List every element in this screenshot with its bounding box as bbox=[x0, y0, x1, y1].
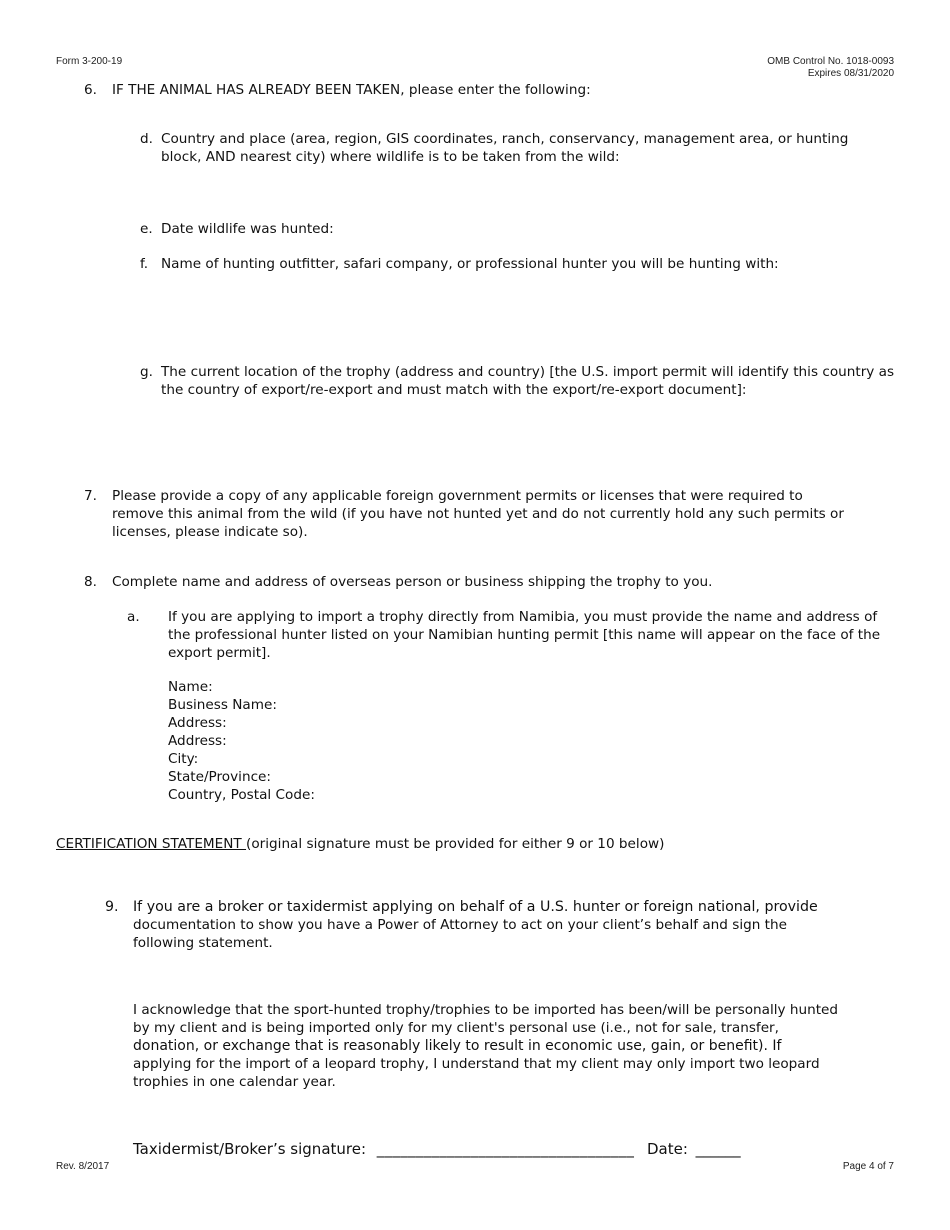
q6g-letter: g. bbox=[140, 364, 153, 380]
ack-line3: donation, or exchange that is reasonably likely to result in economic use, gain, or benefit). If bbox=[133, 1038, 782, 1054]
field-address-2: Address: bbox=[168, 733, 227, 749]
q7-line2: remove this animal from the wild (if you have not hunted yet and do not currently hold any such permits or bbox=[112, 506, 844, 522]
omb-info bbox=[767, 56, 894, 80]
q6f-letter: f. bbox=[140, 256, 149, 272]
acknowledgement-statement bbox=[133, 1001, 838, 1091]
q6f-text: Name of hunting outfitter, safari company, or professional hunter you will be hunting with: bbox=[161, 256, 779, 272]
field-city: City: bbox=[168, 751, 199, 767]
omb-control-number: OMB Control No. 1018-0093 bbox=[767, 56, 894, 67]
q9-number: 9. bbox=[105, 899, 119, 915]
q7-line3: licenses, please indicate so). bbox=[112, 524, 308, 540]
q7-text bbox=[112, 487, 844, 541]
ack-line5: trophies in one calendar year. bbox=[133, 1074, 336, 1090]
q8-text: Complete name and address of overseas person or business shipping the trophy to you. bbox=[112, 574, 713, 590]
q6-heading bbox=[112, 81, 591, 99]
date-label: Date: bbox=[646, 1140, 688, 1158]
q6g-line2: the country of export/re-export and must match with the export/re-export document]: bbox=[161, 382, 747, 398]
signature-label: Taxidermist/Broker’s signature: bbox=[133, 1140, 367, 1158]
ack-line2: by my client and is being imported only for my client's personal use (i.e., not for sale, transfer, bbox=[133, 1020, 779, 1036]
date-line[interactable]: ______ bbox=[695, 1140, 741, 1158]
revision-date: Rev. 8/2017 bbox=[56, 1161, 110, 1172]
field-state-province: State/Province: bbox=[168, 769, 271, 785]
q8a-line1: If you are applying to import a trophy directly from Namibia, you must provide the name and address of bbox=[168, 609, 878, 625]
q6-heading-rest: , please enter the following: bbox=[400, 82, 591, 98]
q8a-letter: a. bbox=[127, 609, 140, 625]
q8a-text bbox=[168, 608, 880, 662]
q8a-line2: the professional hunter listed on your Namibian hunting permit [this name will appear on the face of the bbox=[168, 627, 881, 643]
q6-number: 6. bbox=[84, 82, 97, 98]
q6g-text bbox=[161, 363, 894, 399]
q6d-letter: d. bbox=[140, 131, 153, 147]
q6e-letter: e. bbox=[140, 221, 153, 237]
signature-row bbox=[133, 1139, 741, 1159]
q8a-line3: export permit]. bbox=[168, 645, 271, 661]
page-number: Page 4 of 7 bbox=[842, 1161, 894, 1172]
signature-line[interactable]: _________________________________ bbox=[376, 1140, 635, 1158]
q9-text bbox=[133, 898, 818, 952]
q6g-line1: The current location of the trophy (address and country) [the U.S. import permit will identify this country as bbox=[161, 364, 895, 380]
q9-line2: documentation to show you have a Power of Attorney to act on your client’s behalf and sign the bbox=[133, 917, 787, 933]
field-name: Name: bbox=[168, 679, 213, 695]
q6d-line1: Country and place (area, region, GIS coordinates, ranch, conservancy, management area, or hunting bbox=[161, 131, 849, 147]
field-country-postal: Country, Postal Code: bbox=[168, 787, 315, 803]
field-business-name: Business Name: bbox=[168, 697, 277, 713]
q7-line1: Please provide a copy of any applicable foreign government permits or licenses that were required to bbox=[112, 488, 803, 504]
certification-heading bbox=[56, 835, 664, 853]
q8-address-fields bbox=[168, 678, 315, 804]
q7-number: 7. bbox=[84, 488, 97, 504]
ack-line1: I acknowledge that the sport-hunted trophy/trophies to be imported has been/will be personally hunted bbox=[133, 1002, 839, 1018]
form-number: Form 3-200-19 bbox=[56, 56, 123, 67]
certification-note: (original signature must be provided for either 9 or 10 below) bbox=[246, 836, 665, 852]
q6e-text: Date wildlife was hunted: bbox=[161, 221, 334, 237]
q9-line3: following statement. bbox=[133, 935, 273, 951]
q8-number: 8. bbox=[84, 574, 97, 590]
expiration-date: Expires 08/31/2020 bbox=[807, 68, 894, 79]
ack-line4: applying for the import of a leopard trophy, I understand that my client may only import two leopard bbox=[133, 1056, 820, 1072]
q6d-text bbox=[161, 130, 848, 166]
q6d-line2: block, AND nearest city) where wildlife is to be taken from the wild: bbox=[161, 149, 620, 165]
q9-line1: If you are a broker or taxidermist applying on behalf of a U.S. hunter or foreign national, provide bbox=[133, 899, 818, 915]
certification-title: CERTIFICATION STATEMENT bbox=[56, 836, 247, 852]
q6-heading-caps: IF THE ANIMAL HAS ALREADY BEEN TAKEN bbox=[112, 82, 401, 98]
field-address-1: Address: bbox=[168, 715, 227, 731]
